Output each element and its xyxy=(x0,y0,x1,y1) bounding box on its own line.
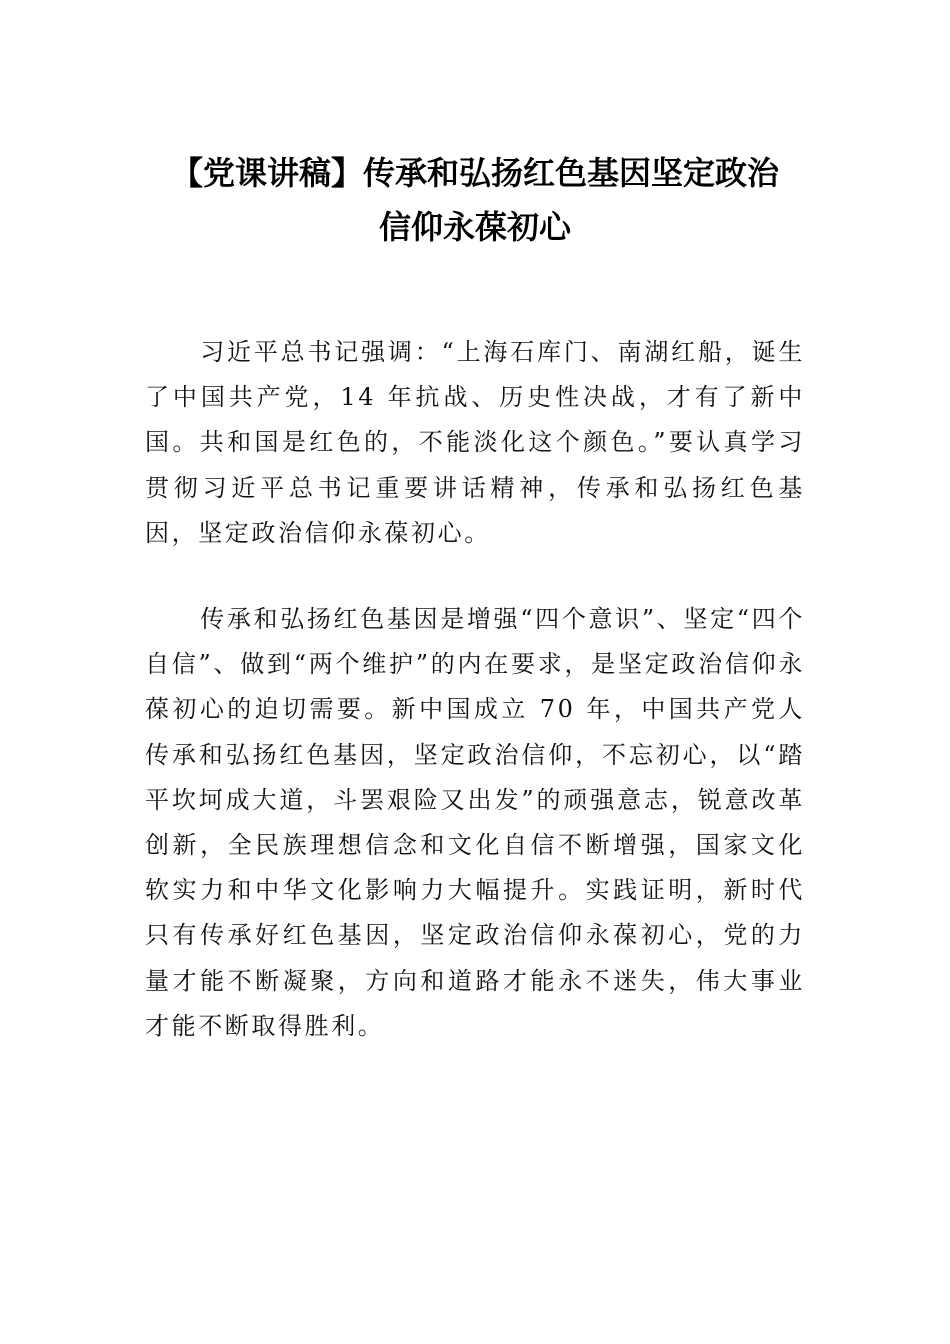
document-title-line-2: 信仰永葆初心 xyxy=(378,208,571,246)
document-title-line-1: 【党课讲稿】传承和弘扬红色基因坚定政治 xyxy=(170,154,779,192)
body-paragraph-2: 传承和弘扬红色基因是增强“四个意识”、坚定“四个自信”、做到“两个维护”的内在要求，是坚定政治信仰永葆初心的迫切需要。新中国成立 70 年，中国共产党人传承和弘扬红色基因，坚定政治信仰，不忘初心，以“踏平坎坷成大道，斗罢艰险又出发”的顽强意志，锐意改革创新，全民族理想信念和文化自信不断增强，国家文化软实力和中华文化影响力大幅提升。实践证明，新时代只有传承好红色基因，坚定政治信仰永葆初心，党的力量才能不断凝聚，方向和道路才能永不迷失，伟大事业才能不断取得胜利。 xyxy=(145,605,805,1040)
document-title xyxy=(120,146,830,254)
body-paragraph-1: 习近平总书记强调：“上海石库门、南湖红船，诞生了中国共产党，14 年抗战、历史性决战，才有了新中国。共和国是红色的，不能淡化这个颜色。”要认真学习贯彻习近平总书记重要讲话精神，传承和弘扬红色基因，坚定政治信仰永葆初心。 xyxy=(145,338,805,547)
